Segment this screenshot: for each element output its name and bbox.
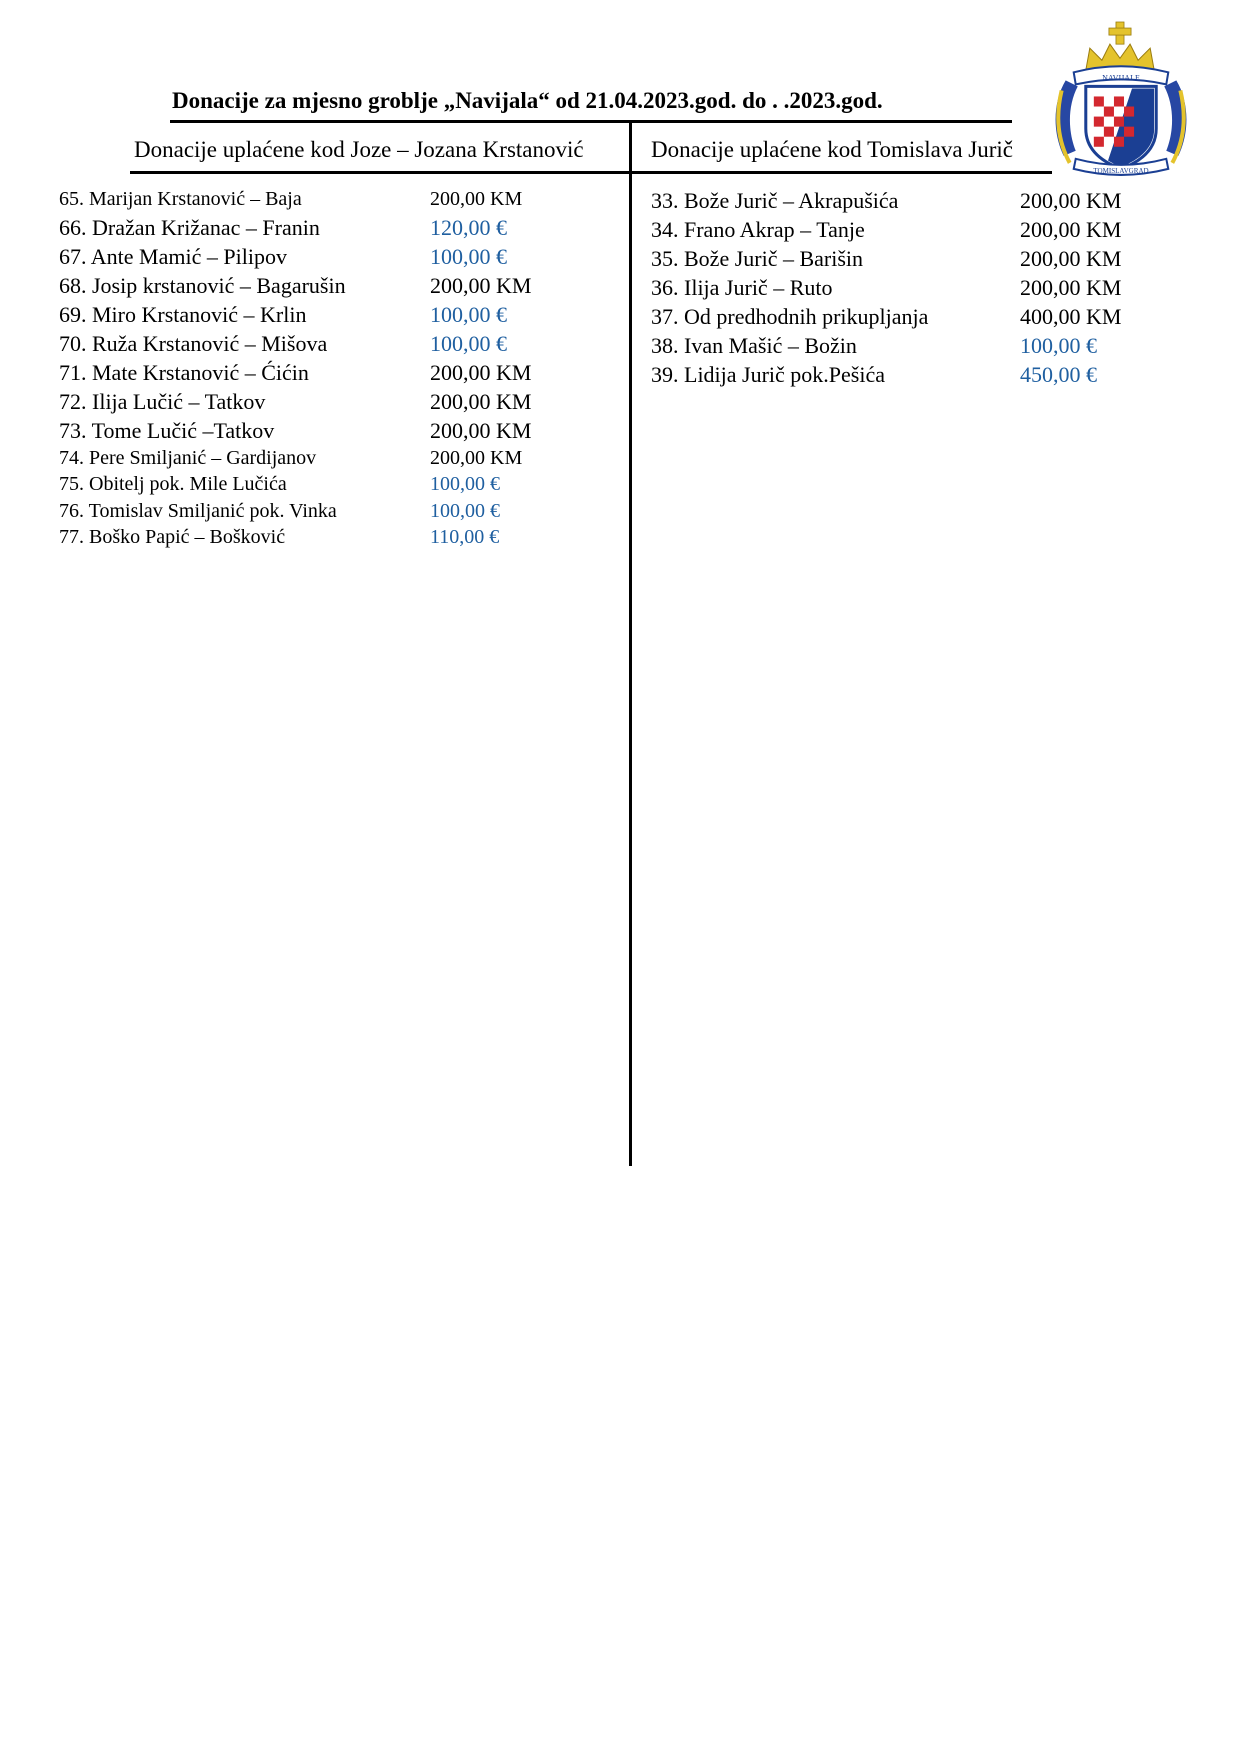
donation-amount: 200,00 KM [430, 272, 532, 298]
donation-row [59, 498, 579, 525]
donor-name: 69. Miro Krstanović – Krlin [59, 301, 307, 327]
donation-amount: 200,00 KM [430, 188, 523, 210]
donation-row [59, 242, 579, 271]
donation-row [651, 302, 1151, 331]
donor-name: 70. Ruža Krstanović – Mišova [59, 330, 328, 356]
donor-name: 36. Ilija Jurič – Ruto [651, 275, 833, 300]
donation-amount: 200,00 KM [430, 417, 532, 443]
donation-row [651, 244, 1151, 273]
donor-name: 68. Josip krstanović – Bagarušin [59, 272, 346, 298]
donation-amount: 200,00 KM [1020, 246, 1122, 271]
donation-amount: 120,00 € [430, 214, 507, 240]
donation-amount: 100,00 € [1020, 333, 1097, 358]
donor-name: 75. Obitelj pok. Mile Lučića [59, 473, 287, 495]
column-divider [629, 122, 632, 1166]
donor-name: 76. Tomislav Smiljanić pok. Vinka [59, 499, 337, 522]
donor-name: 74. Pere Smiljanić – Gardijanov [59, 446, 317, 469]
donor-name: 34. Frano Akrap – Tanje [651, 217, 865, 242]
donation-amount: 450,00 € [1020, 362, 1097, 387]
donor-name: 33. Bože Jurič – Akrapušića [651, 188, 899, 213]
emblem-bottom-text: TOMISLAVGRAD [1093, 166, 1149, 175]
donation-amount: 100,00 € [430, 301, 507, 327]
donor-name: 38. Ivan Mašić – Božin [651, 333, 857, 358]
donation-amount: 200,00 KM [430, 446, 523, 469]
donation-amount: 100,00 € [430, 330, 507, 356]
donation-amount: 400,00 KM [1020, 304, 1122, 329]
donation-row [59, 186, 579, 213]
document-title: Donacije za mjesno groblje „Navijala“ od 21.04.2023.god. do . .2023.god. [172, 88, 883, 113]
donation-amount: 110,00 € [430, 526, 500, 548]
donor-name: 72. Ilija Lučić – Tatkov [59, 388, 266, 414]
donor-name: 73. Tome Lučić –Tatkov [59, 417, 275, 443]
coat-of-arms-icon [1045, 20, 1197, 186]
title-underline [170, 120, 1012, 123]
donation-amount: 200,00 KM [430, 359, 532, 385]
donation-row [59, 445, 579, 472]
heading-divider [130, 171, 1052, 174]
donor-name: 71. Mate Krstanović – Ćićin [59, 359, 309, 385]
donation-row [59, 271, 579, 300]
left-donation-list [59, 186, 579, 551]
donation-row [651, 186, 1151, 215]
donation-amount: 100,00 € [430, 243, 507, 269]
emblem-top-text: NAVIJALE [1102, 73, 1140, 83]
donation-row [59, 300, 579, 329]
right-column-heading: Donacije uplaćene kod Tomislava Jurič [651, 137, 1014, 162]
donation-amount: 200,00 KM [1020, 188, 1122, 213]
donation-amount: 100,00 € [430, 473, 500, 495]
right-donation-list [651, 186, 1151, 389]
donor-name: 39. Lidija Jurič pok.Pešića [651, 362, 886, 387]
donation-amount: 100,00 € [430, 499, 500, 522]
donation-row [59, 416, 579, 445]
donation-row [59, 471, 579, 498]
donation-row [651, 215, 1151, 244]
donation-row [59, 329, 579, 358]
donation-row [59, 387, 579, 416]
donation-row [651, 273, 1151, 302]
donor-name: 66. Dražan Križanac – Franin [59, 214, 320, 240]
donation-row [59, 213, 579, 242]
donor-name: 37. Od predhodnih prikupljanja [651, 304, 929, 329]
donation-amount: 200,00 KM [430, 388, 532, 414]
donation-row [651, 360, 1151, 389]
donation-row [59, 524, 579, 551]
donation-amount: 200,00 KM [1020, 217, 1122, 242]
donor-name: 77. Boško Papić – Bošković [59, 526, 286, 548]
donation-row [651, 331, 1151, 360]
donor-name: 67. Ante Mamić – Pilipov [59, 243, 287, 269]
left-column-heading: Donacije uplaćene kod Joze – Jozana Krstanović [134, 137, 584, 162]
donor-name: 65. Marijan Krstanović – Baja [59, 188, 302, 210]
donor-name: 35. Bože Jurič – Barišin [651, 246, 864, 271]
donation-amount: 200,00 KM [1020, 275, 1122, 300]
donation-row [59, 358, 579, 387]
